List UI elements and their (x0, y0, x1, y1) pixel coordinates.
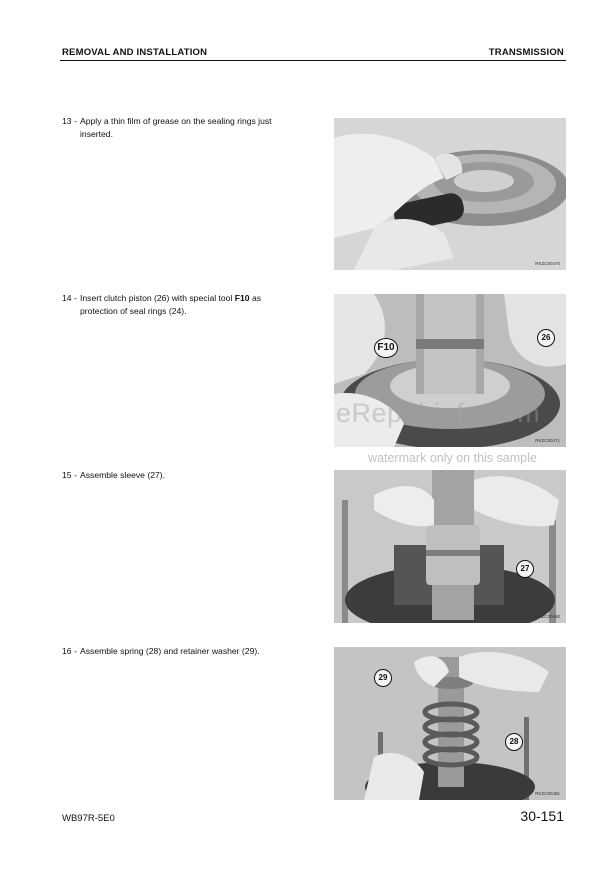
photo-grease-seal-rings (334, 118, 566, 270)
step-text-cont: protection of seal rings (24). (80, 305, 187, 316)
header-rule (60, 60, 566, 61)
model-number: WB97R-5E0 (62, 813, 115, 824)
section-title: REMOVAL AND INSTALLATION (62, 47, 208, 58)
callout-28: 28 (505, 733, 523, 751)
step-text: Apply a thin film of grease on the sealing rings just (80, 116, 272, 126)
step-text: Assemble spring (28) and retainer washer (29). (80, 646, 260, 656)
page-number: 30-151 (520, 808, 564, 824)
step-15 (62, 469, 317, 482)
step-text-cont: inserted. (80, 128, 113, 139)
watermark-note: watermark only on this sample (368, 451, 537, 465)
watermark-site: eRepairinfo.com (336, 398, 541, 428)
step-16 (62, 645, 317, 658)
step-number: 16 - (62, 646, 77, 656)
callout-29: 29 (374, 669, 392, 687)
photo-illustration (334, 647, 566, 800)
photo-assemble-spring (334, 647, 566, 800)
callout-27: 27 (516, 560, 534, 578)
step-number: 14 - (62, 293, 77, 303)
photo-illustration (334, 470, 566, 623)
step-13 (62, 115, 317, 140)
photo-code: RKZC00470 (535, 261, 560, 266)
callout-f10: F10 (374, 338, 398, 358)
step-number: 15 - (62, 470, 77, 480)
step-text: Assemble sleeve (27). (80, 470, 166, 480)
step-14 (62, 292, 317, 317)
photo-code: RKZC00480 (535, 614, 560, 619)
chapter-title: TRANSMISSION (488, 47, 564, 58)
photo-assemble-sleeve (334, 470, 566, 623)
step-text: Insert clutch piston (26) with special tool (80, 293, 235, 303)
photo-code: RKZC00481 (535, 791, 560, 796)
step-text-end: as (249, 293, 262, 303)
tool-code: F10 (234, 293, 250, 303)
photo-illustration (334, 118, 566, 270)
callout-26: 26 (537, 329, 555, 347)
photo-code: RKZC00471 (535, 438, 560, 443)
step-number: 13 - (62, 116, 77, 126)
